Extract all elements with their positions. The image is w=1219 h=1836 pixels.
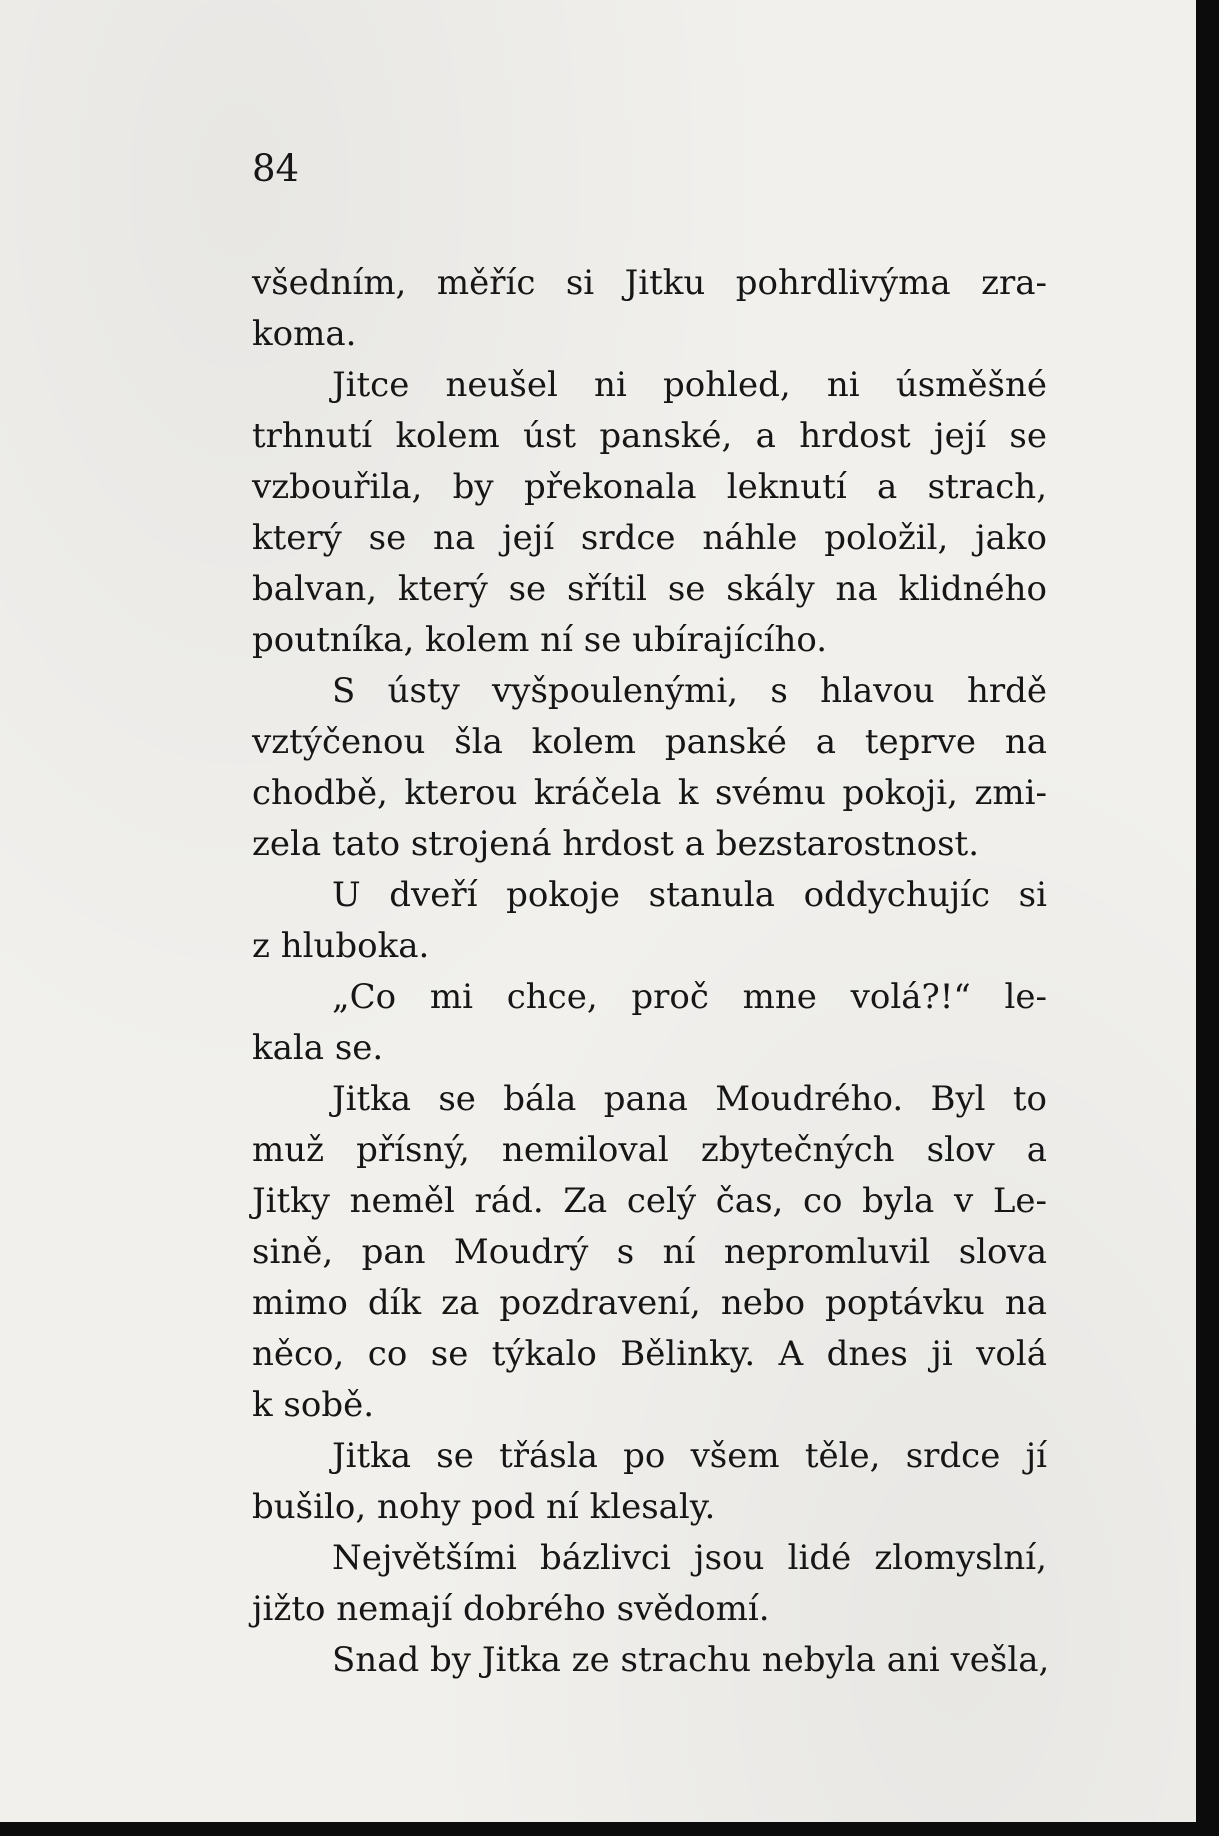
text-line: Jitka se bála pana Moudrého. Byl to	[332, 1079, 1047, 1119]
text-line: U dveří pokoje stanula oddychujíc si	[332, 875, 1047, 915]
scan-border-bottom	[0, 1822, 1219, 1836]
text-line: trhnutí kolem úst panské, a hrdost její se	[252, 416, 1047, 456]
text-line: S ústy vyšpoulenými, s hlavou hrdě	[332, 671, 1047, 711]
text-line: Jitka se třásla po všem těle, srdce jí	[332, 1436, 1047, 1476]
text-line: Největšími bázlivci jsou lidé zlomyslní,	[332, 1538, 1047, 1578]
text-line: všedním, měříc si Jitku pohrdlivýma zra-	[252, 263, 1047, 303]
text-line: jižto nemají dobrého svědomí.	[252, 1589, 770, 1629]
text-line: koma.	[252, 314, 357, 354]
body-text	[252, 258, 1050, 1686]
text-line: bušilo, nohy pod ní klesaly.	[252, 1487, 716, 1527]
text-line: Jitce neušel ni pohled, ni úsměšné	[332, 365, 1047, 405]
text-line: zela tato strojená hrdost a bezstarostnost.	[252, 824, 980, 864]
text-line: kala se.	[252, 1028, 384, 1068]
text-line: balvan, který se sřítil se skály na klidného	[252, 569, 1047, 609]
text-line: z hluboka.	[252, 926, 430, 966]
text-line: vztýčenou šla kolem panské a teprve na	[252, 722, 1047, 762]
text-line: mimo dík za pozdravení, nebo poptávku na	[252, 1283, 1047, 1323]
text-line: muž přísný, nemiloval zbytečných slov a	[252, 1130, 1047, 1170]
text-line: Snad by Jitka ze strachu nebyla ani vešla,	[332, 1640, 1050, 1680]
text-line: poutníka, kolem ní se ubírajícího.	[252, 620, 828, 660]
text-line: vzbouřila, by překonala leknutí a strach,	[252, 467, 1047, 507]
text-line: Jitky neměl rád. Za celý čas, co byla v Le-	[252, 1181, 1047, 1221]
page-number: 84	[252, 147, 300, 190]
scan-border-right	[1196, 0, 1219, 1836]
text-line: sině, pan Moudrý s ní nepromluvil slova	[252, 1232, 1047, 1272]
text-line: chodbě, kterou kráčela k svému pokoji, zmi-	[252, 773, 1047, 813]
text-line: který se na její srdce náhle položil, jako	[252, 518, 1047, 558]
text-line: „Co mi chce, proč mne volá?!“ le-	[332, 977, 1047, 1017]
text-line: k sobě.	[252, 1385, 375, 1425]
text-line: něco, co se týkalo Bělinky. A dnes ji volá	[252, 1334, 1047, 1374]
